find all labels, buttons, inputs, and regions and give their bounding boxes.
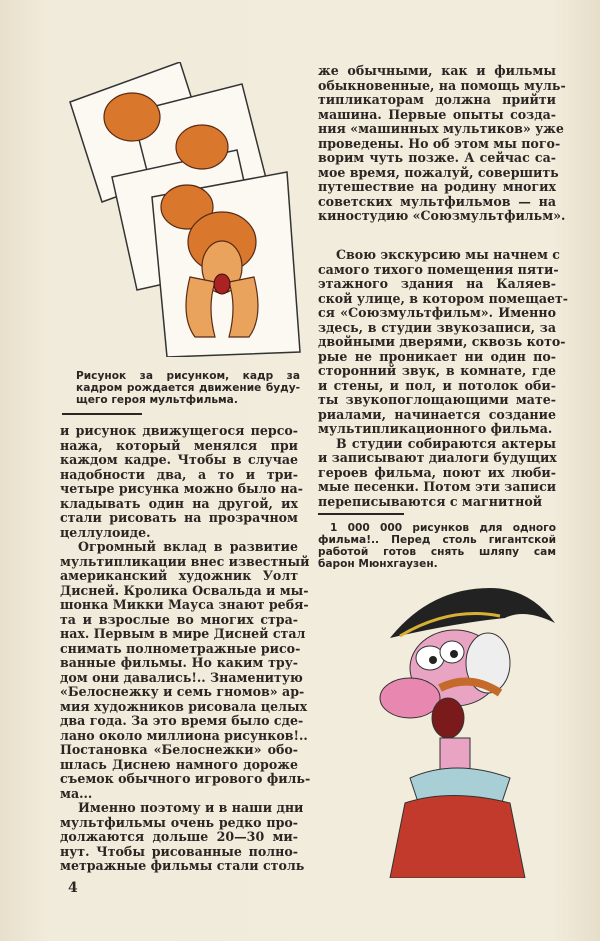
text-line: съемок обычного игрового филь- bbox=[60, 771, 311, 786]
text-line: и рисунок движущегося персо- bbox=[60, 423, 298, 438]
baron-munchausen-illustration bbox=[370, 578, 560, 878]
caption-line: Рисунок за рисунком, кадр за bbox=[76, 370, 300, 382]
text-line: Постановка «Белоснежки» обо- bbox=[60, 742, 298, 757]
caption-line: 1 000 000 рисунков для одного bbox=[330, 522, 556, 534]
text-line: Именно поэтому и в наши дни bbox=[78, 800, 304, 815]
text-line: машина. Первые опыты созда- bbox=[318, 106, 556, 122]
text-line: ворим чуть позже. А сейчас са- bbox=[318, 150, 556, 165]
text-line: В студии собираются актеры bbox=[336, 435, 556, 451]
text-line: американский художник Уолт bbox=[60, 568, 298, 583]
text-line: и стены, и пол, и потолок оби- bbox=[318, 377, 556, 393]
caption-line: кадром рождается движение буду- bbox=[76, 382, 300, 394]
page-number: 4 bbox=[68, 880, 78, 896]
text-line: ния «машинных мультиков» уже bbox=[318, 121, 564, 136]
text-line: путешествие на родину многих bbox=[318, 179, 556, 194]
text-line: дом они давались!.. Знаменитую bbox=[60, 669, 303, 685]
text-line: обыкновенные, на помощь муль- bbox=[318, 77, 566, 93]
text-line: самого тихого помещения пяти- bbox=[318, 261, 559, 277]
caption-line: щего героя мультфильма. bbox=[76, 394, 238, 406]
text-line: шонка Микки Мауса знают ребя- bbox=[60, 597, 309, 612]
caption-line: фильма!.. Перед столь гигантской bbox=[318, 534, 556, 546]
text-line: четыре рисунка можно было на- bbox=[60, 481, 303, 496]
text-line: мое время, пожалуй, совершить bbox=[318, 164, 559, 180]
munchausen-caption bbox=[318, 522, 556, 570]
text-line: нах. Первым в мире Дисней стал bbox=[60, 626, 306, 641]
text-line: мультипликационного фильма. bbox=[318, 421, 553, 436]
text-line: каждом кадре. Чтобы в случае bbox=[60, 452, 298, 467]
text-line: Огромный вклад в развитие bbox=[78, 539, 298, 554]
text-line: надобности два, а то и три- bbox=[60, 466, 298, 482]
text-line: двойными дверями, сквозь кото- bbox=[318, 334, 566, 349]
text-line: мультипликации внес известный bbox=[60, 553, 310, 569]
caption-line: работой готов снять шляпу сам bbox=[318, 546, 556, 558]
text-line: этажного здания на Каляев- bbox=[318, 276, 556, 291]
text-line: стали рисовать на прозрачном bbox=[60, 510, 298, 525]
text-line: нажа, который менялся при bbox=[60, 437, 298, 453]
text-line: мия художников рисовала целых bbox=[60, 698, 308, 714]
text-line: и записывают диалоги будущих bbox=[318, 450, 557, 465]
text-line: ма... bbox=[60, 785, 93, 801]
text-line: риалами, начинается создание bbox=[318, 406, 556, 422]
text-line: типликаторам должна прийти bbox=[318, 92, 556, 107]
text-line: советских мультфильмов — на bbox=[318, 193, 556, 209]
text-line: переписываются с магнитной bbox=[318, 493, 543, 509]
text-line: Дисней. Кролика Освальда и мы- bbox=[60, 582, 309, 598]
text-line: сторонний звук, в комнате, где bbox=[318, 363, 556, 378]
text-line: же обычными, как и фильмы bbox=[318, 63, 556, 78]
text-line: два года. За это время было сде- bbox=[60, 713, 304, 728]
text-line: нут. Чтобы рисованные полно- bbox=[60, 843, 298, 859]
text-line: «Белоснежку и семь гномов» ар- bbox=[60, 684, 305, 699]
text-line: ванные фильмы. Но каким тру- bbox=[60, 655, 298, 670]
text-line: мультфильмы очень редко про- bbox=[60, 814, 298, 830]
text-line: ты звукопоглощающими мате- bbox=[318, 392, 556, 407]
text-line: метражные фильмы стали столь bbox=[60, 858, 305, 873]
text-line: мые песенки. Потом эти записи bbox=[318, 479, 557, 494]
text-line: киностудию «Союзмультфильм». bbox=[318, 208, 566, 223]
text-line: снимать полнометражные рисо- bbox=[60, 640, 301, 656]
text-line: кладывать один на другой, их bbox=[60, 495, 298, 511]
lion-drawings-illustration bbox=[62, 62, 302, 357]
right-column-top bbox=[318, 63, 566, 224]
caption-divider bbox=[62, 413, 142, 415]
left-column bbox=[60, 423, 311, 874]
right-column-mid bbox=[318, 247, 569, 509]
text-line: шлась Диснею намного дороже bbox=[60, 756, 298, 772]
text-line: здесь, в студии звукозаписи, за bbox=[318, 319, 556, 335]
caption-line: барон Мюнхгаузен. bbox=[318, 558, 438, 570]
illustration-caption bbox=[76, 370, 300, 406]
footnote-divider bbox=[318, 513, 404, 515]
text-line: рые не проникает ни один по- bbox=[318, 348, 556, 364]
text-line: героев фильма, поют их люби- bbox=[318, 464, 556, 480]
text-line: ся «Союзмультфильм». Именно bbox=[318, 305, 556, 320]
text-line: Свою экскурсию мы начнем с bbox=[336, 247, 560, 262]
text-line: та и взрослые во многих стра- bbox=[60, 611, 298, 627]
text-line: ской улице, в котором помещает- bbox=[318, 290, 569, 306]
text-line: должаются дольше 20—30 ми- bbox=[60, 829, 298, 844]
text-line: проведены. Но об этом мы пого- bbox=[318, 135, 561, 151]
text-line: лано около миллиона рисунков!.. bbox=[60, 727, 308, 743]
text-line: целлулоиде. bbox=[60, 524, 151, 540]
